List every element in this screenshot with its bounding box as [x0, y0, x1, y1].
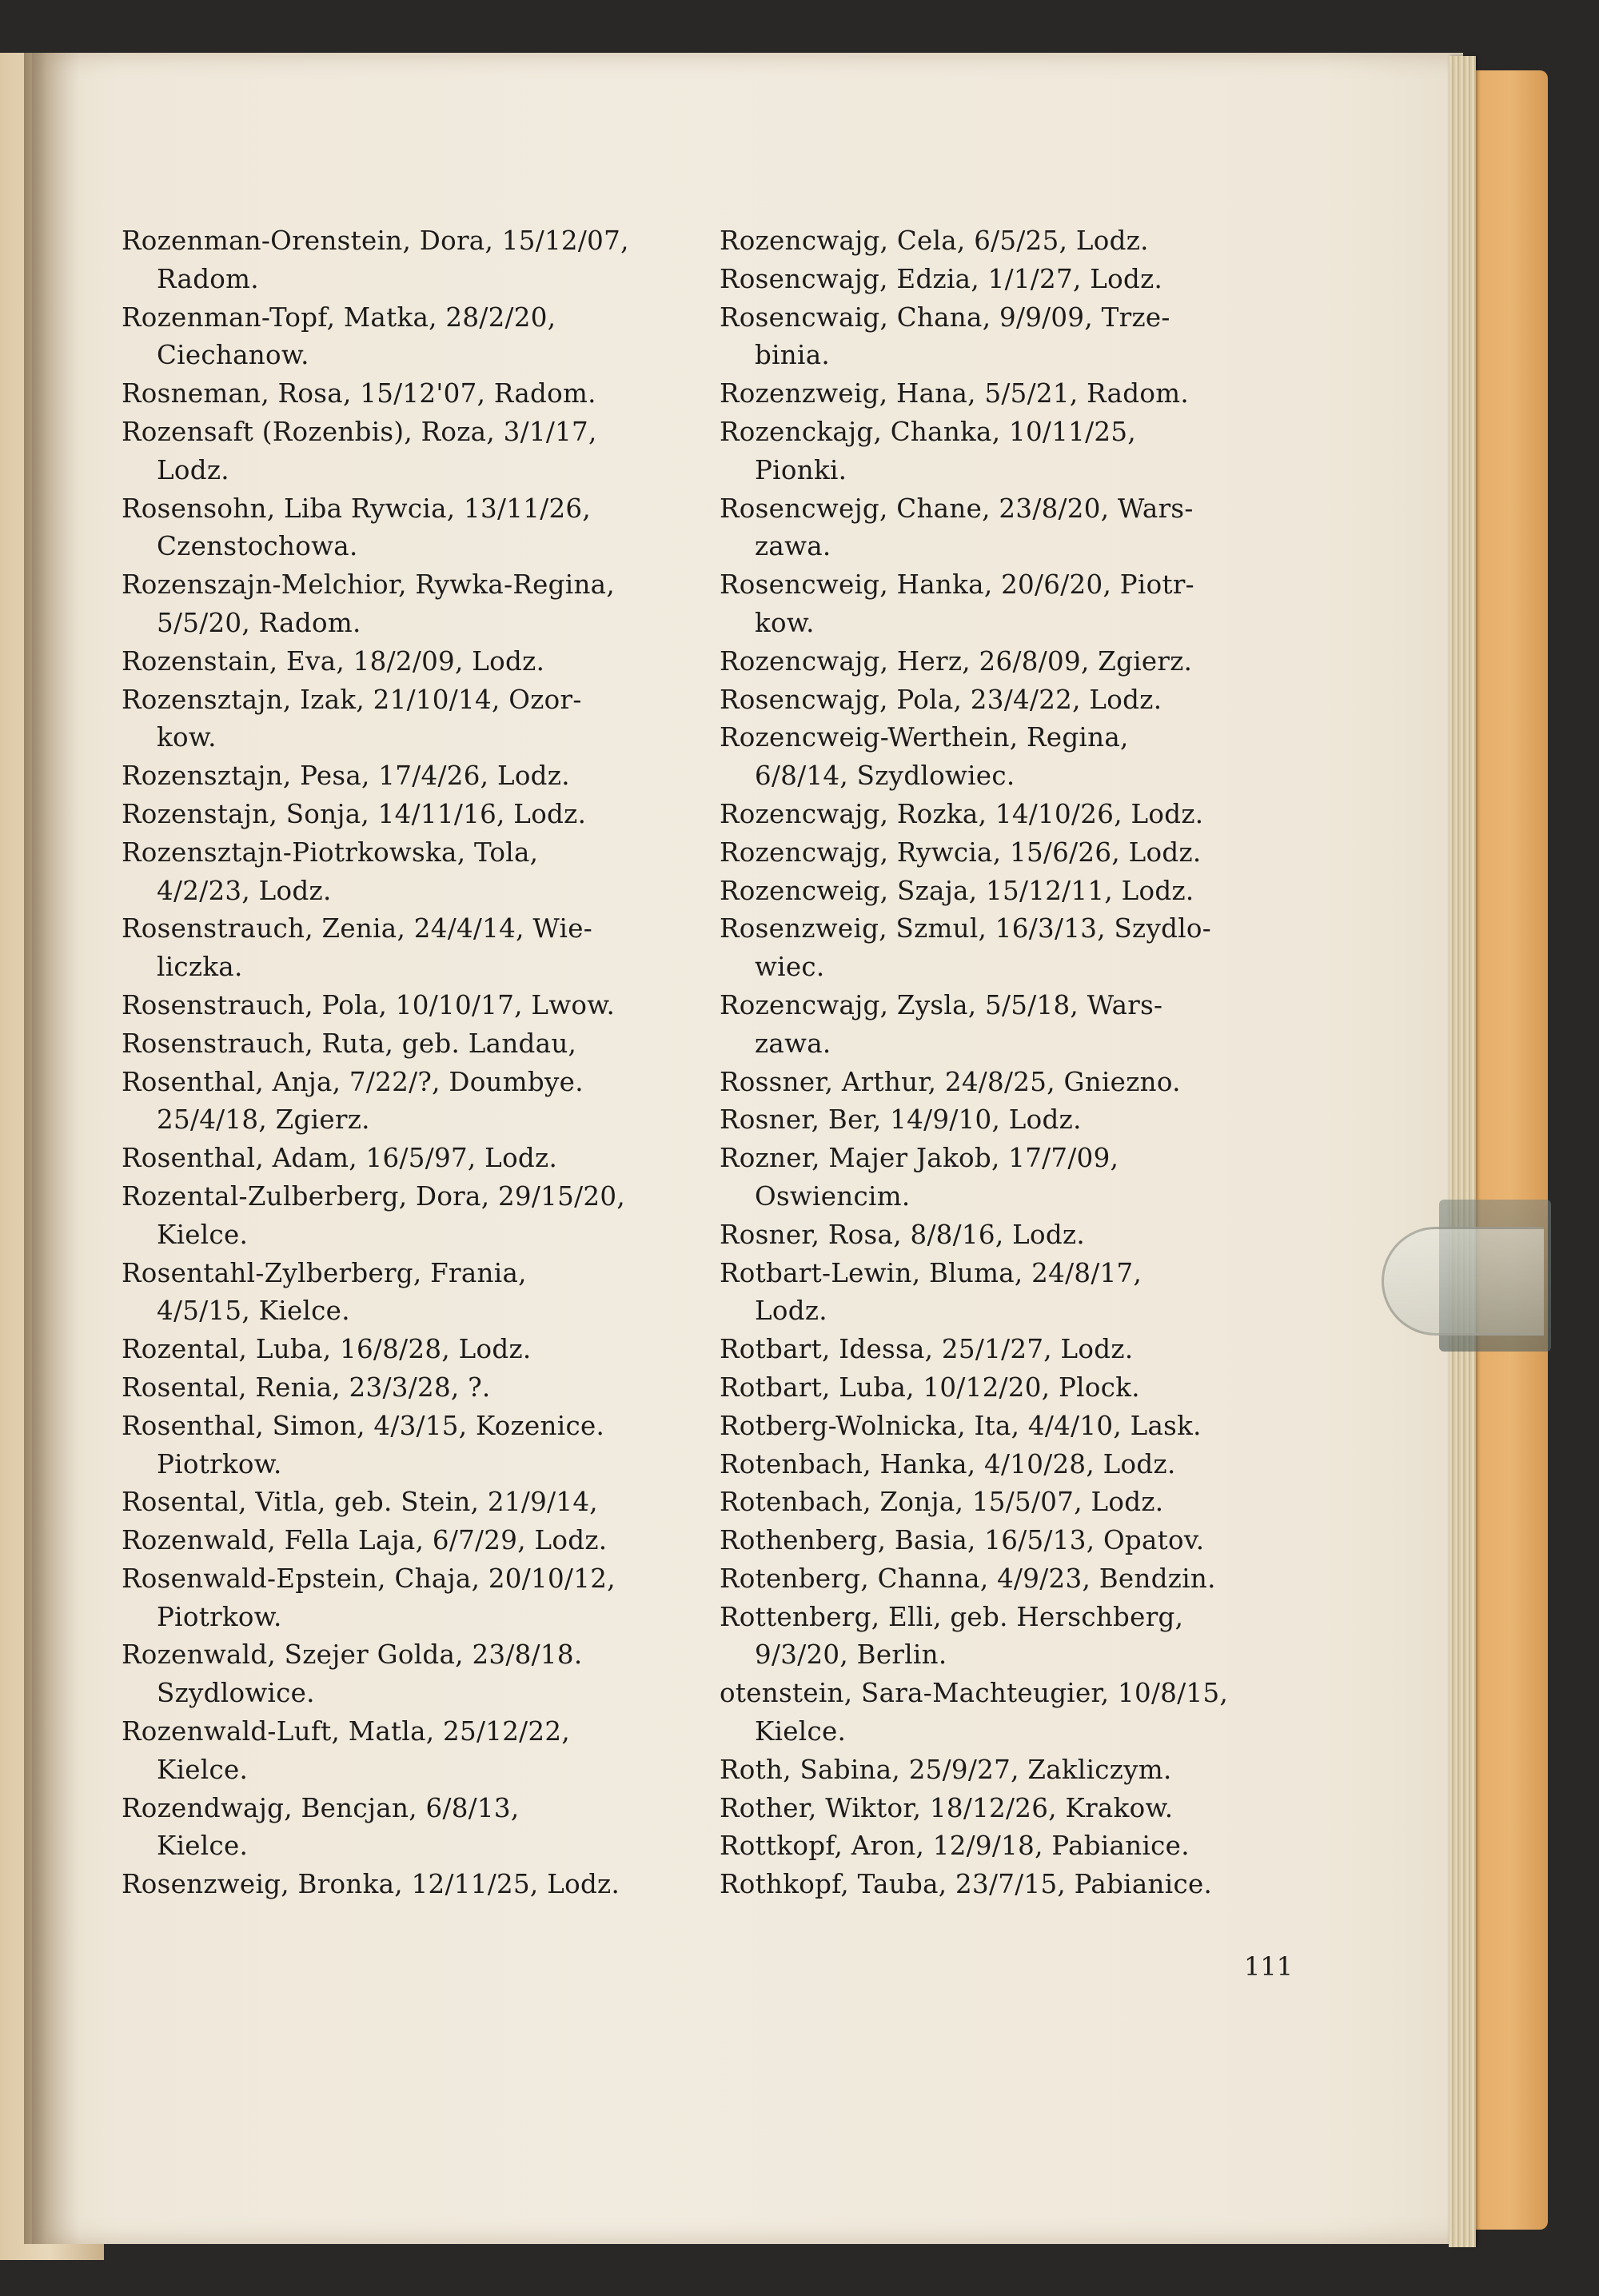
entry-line: Rozensztajn, Izak, 21/10/14, Ozor- — [122, 684, 582, 715]
entry-line: Rozenman-Orenstein, Dora, 15/12/07, — [122, 226, 629, 256]
entry-continuation: Kielce. — [157, 1754, 249, 1785]
entry-continuation: 4/2/23, Lodz. — [157, 875, 332, 906]
entry-continuation: wiec. — [755, 952, 825, 983]
page-fore-edge — [1449, 56, 1476, 2247]
entry-line: Rosencwajg, Pola, 23/4/22, Lodz. — [720, 684, 1162, 715]
entry-continuation: Lodz. — [157, 454, 229, 485]
entry-continuation: Pionki. — [755, 454, 847, 485]
entry-continuation: Kielce. — [755, 1716, 847, 1747]
entry-line: Rozencweig, Szaja, 15/12/11, Lodz. — [720, 875, 1194, 906]
entry-line: Rotbart, Idessa, 25/1/27, Lodz. — [720, 1334, 1134, 1365]
entry-line: Rothenberg, Basia, 16/5/13, Opatov. — [720, 1525, 1205, 1556]
entry-line: Rottkopf, Aron, 12/9/18, Pabianice. — [720, 1831, 1190, 1862]
entry-continuation: Ciechanow. — [157, 340, 309, 371]
entry-line: Rozenstain, Eva, 18/2/09, Lodz. — [122, 645, 545, 677]
entry-continuation: 9/3/20, Berlin. — [755, 1639, 947, 1671]
entry-line: Rosental, Vitla, geb. Stein, 21/9/14, — [122, 1487, 598, 1518]
entry-continuation: kow. — [157, 722, 217, 753]
entry-continuation: zawa. — [755, 1028, 831, 1059]
entry-line: Rozendwajg, Bencjan, 6/8/13, — [122, 1792, 520, 1823]
entry-line: Rozenstajn, Sonja, 14/11/16, Lodz. — [122, 798, 587, 829]
entry-line: Rosner, Ber, 14/9/10, Lodz. — [720, 1104, 1082, 1136]
entry-line: Rosenstrauch, Pola, 10/10/17, Lwow. — [122, 989, 616, 1020]
gutter-shadow — [24, 53, 80, 2244]
entry-line: Rozenwald-Luft, Matla, 25/12/22, — [122, 1716, 571, 1747]
entry-line: Rothkopf, Tauba, 23/7/15, Pabianice. — [720, 1869, 1213, 1900]
entry-line: Rozenwald, Szejer Golda, 23/8/18. — [122, 1639, 583, 1671]
entry-line: Rozencweig-Werthein, Regina, — [720, 722, 1129, 753]
entry-line: Rotenbach, Hanka, 4/10/28, Lodz. — [720, 1448, 1176, 1479]
entry-continuation: liczka. — [157, 952, 243, 983]
entry-line: Rottenberg, Elli, geb. Herschberg, — [720, 1601, 1184, 1632]
entry-line: Rosencwejg, Chane, 23/8/20, Wars- — [720, 493, 1194, 524]
entry-continuation: kow. — [755, 607, 815, 638]
entry-line: Rotenberg, Channa, 4/9/23, Bendzin. — [720, 1563, 1216, 1594]
right-column — [720, 222, 1295, 1904]
entry-line: Rosenzweig, Bronka, 12/11/25, Lodz. — [122, 1869, 620, 1900]
entry-line: Roth, Sabina, 25/9/27, Zakliczym. — [720, 1754, 1172, 1785]
entry-line: Rozensztajn, Pesa, 17/4/26, Lodz. — [122, 761, 570, 792]
entry-line: Rozenckajg, Chanka, 10/11/25, — [720, 416, 1136, 447]
entry-continuation: Lodz. — [755, 1296, 827, 1327]
entry-line: Rotbart-Lewin, Bluma, 24/8/17, — [720, 1257, 1142, 1288]
entry-line: Rosenstrauch, Zenia, 24/4/14, Wie- — [122, 913, 593, 944]
entry-continuation: 4/5/15, Kielce. — [157, 1296, 350, 1327]
entry-line: Rosencwajg, Edzia, 1/1/27, Lodz. — [720, 263, 1163, 294]
entry-line: Rotbart, Luba, 10/12/20, Plock. — [720, 1372, 1140, 1403]
entry-line: Rozenwald, Fella Laja, 6/7/29, Lodz. — [122, 1525, 608, 1556]
entry-line: Rozencwajg, Zysla, 5/5/18, Wars- — [720, 989, 1163, 1020]
entry-line: Rosenthal, Anja, 7/22/?, Doumbye. — [122, 1066, 584, 1097]
entry-line: otenstein, Sara-Machteugier, 10/8/15, — [720, 1678, 1229, 1709]
entry-line: Rotberg-Wolnicka, Ita, 4/4/10, Lask. — [720, 1410, 1202, 1441]
entry-line: Rozensztajn-Piotrkowska, Tola, — [122, 837, 539, 868]
entry-line: Rozencwajg, Cela, 6/5/25, Lodz. — [720, 226, 1149, 256]
entry-line: Rosenthal, Simon, 4/3/15, Kozenice. — [122, 1410, 605, 1441]
entry-continuation: 5/5/20, Radom. — [157, 607, 361, 638]
entry-line: Rotenbach, Zonja, 15/5/07, Lodz. — [720, 1487, 1164, 1518]
entry-continuation: Oswiencim. — [755, 1180, 911, 1212]
entry-line: Rosenzweig, Szmul, 16/3/13, Szydlo- — [720, 913, 1212, 944]
entry-continuation: Kielce. — [157, 1219, 249, 1250]
entry-continuation: Piotrkow. — [157, 1601, 282, 1632]
entry-line: Rother, Wiktor, 18/12/26, Krakow. — [720, 1792, 1174, 1823]
entry-continuation: Piotrkow. — [157, 1448, 282, 1479]
entry-line: Rosenstrauch, Ruta, geb. Landau, — [122, 1028, 577, 1059]
entry-continuation: binia. — [755, 340, 831, 371]
entry-line: Rossner, Arthur, 24/8/25, Gniezno. — [720, 1066, 1181, 1097]
entry-line: Rozenman-Topf, Matka, 28/2/20, — [122, 301, 556, 333]
entry-continuation: 6/8/14, Szydlowiec. — [755, 761, 1015, 792]
entry-continuation: Szydlowice. — [157, 1678, 315, 1709]
entry-continuation: Radom. — [157, 263, 259, 294]
entry-continuation: zawa. — [755, 531, 831, 562]
left-column — [122, 222, 709, 1904]
entry-line: Rosenwald-Epstein, Chaja, 20/10/12, — [122, 1563, 616, 1594]
entry-line: Rozencwajg, Rozka, 14/10/26, Lodz. — [720, 798, 1204, 829]
entry-continuation: Czenstochowa. — [157, 531, 358, 562]
entry-continuation: Kielce. — [157, 1831, 249, 1862]
entry-line: Rosencwaig, Chana, 9/9/09, Trze- — [720, 301, 1170, 333]
page-clip-loop — [1382, 1227, 1544, 1336]
entry-line: Rozental, Luba, 16/8/28, Lodz. — [122, 1334, 532, 1365]
entry-line: Rosencweig, Hanka, 20/6/20, Piotr- — [720, 569, 1194, 601]
entry-line: Rosner, Rosa, 8/8/16, Lodz. — [720, 1219, 1086, 1250]
page-number: 111 — [1244, 1951, 1294, 1982]
entry-line: Rozensaft (Rozenbis), Roza, 3/1/17, — [122, 416, 597, 447]
entry-line: Rozencwajg, Rywcia, 15/6/26, Lodz. — [720, 837, 1202, 868]
entry-line: Rozental-Zulberberg, Dora, 29/15/20, — [122, 1180, 625, 1212]
entry-line: Rosentahl-Zylberberg, Frania, — [122, 1257, 527, 1288]
entry-line: Rozenzweig, Hana, 5/5/21, Radom. — [720, 378, 1190, 409]
entry-line: Rosenthal, Adam, 16/5/97, Lodz. — [122, 1143, 558, 1174]
entry-line: Rosental, Renia, 23/3/28, ?. — [122, 1372, 491, 1403]
entry-line: Rozenszajn-Melchior, Rywka-Regina, — [122, 569, 615, 601]
entry-line: Rozner, Majer Jakob, 17/7/09, — [720, 1143, 1119, 1174]
entry-line: Rosensohn, Liba Rywcia, 13/11/26, — [122, 493, 592, 524]
entry-continuation: 25/4/18, Zgierz. — [157, 1104, 370, 1136]
entry-line: Rozencwajg, Herz, 26/8/09, Zgierz. — [720, 645, 1193, 677]
entry-line: Rosneman, Rosa, 15/12'07, Radom. — [122, 378, 596, 409]
